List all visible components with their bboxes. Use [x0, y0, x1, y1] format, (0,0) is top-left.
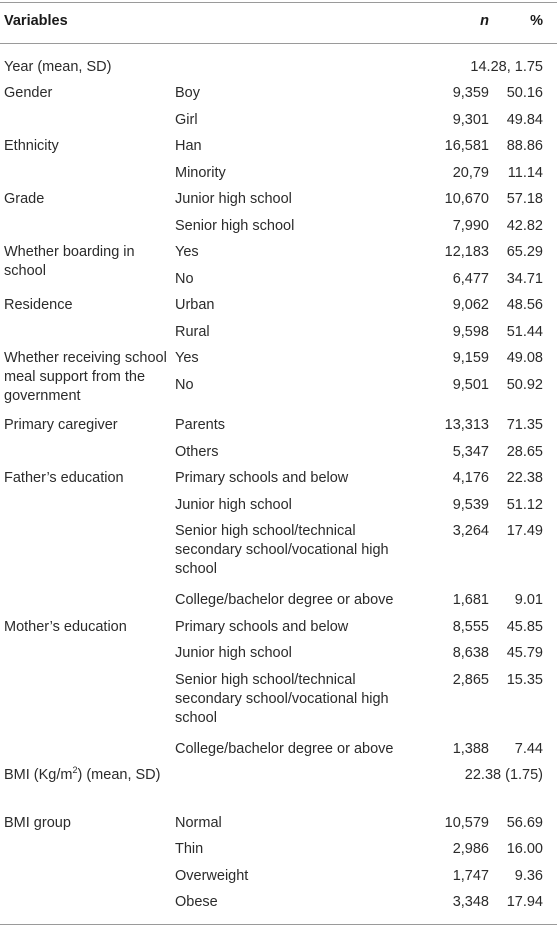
- percent-value: 48.56: [506, 297, 543, 313]
- category-label: No: [175, 377, 194, 393]
- count-value: 8,555: [452, 619, 489, 635]
- category-label: Parents: [175, 417, 225, 433]
- percent-value: 49.84: [506, 112, 543, 128]
- count-value: 8,638: [452, 645, 489, 661]
- count-value: 9,301: [452, 112, 489, 128]
- category-label: Primary schools and below: [175, 470, 349, 486]
- percent-value: 28.65: [506, 444, 543, 460]
- count-value: 2,986: [452, 841, 489, 857]
- percent-value: 9.01: [514, 592, 543, 608]
- category-label: Obese: [175, 894, 218, 910]
- count-value: 9,159: [452, 350, 489, 366]
- count-value: 12,183: [444, 244, 489, 260]
- category-label: Thin: [175, 841, 204, 857]
- category-label: College/bachelor degree or above: [175, 592, 394, 608]
- category-label: Yes: [175, 244, 199, 260]
- header-n: n: [480, 13, 489, 29]
- category-label: Primary schools and below: [175, 619, 349, 635]
- count-value: 1,681: [452, 592, 489, 608]
- percent-value: 50.92: [506, 377, 543, 393]
- category-label: Yes: [175, 350, 199, 366]
- percent-value: 11.14: [507, 165, 543, 181]
- variable-label: Grade: [4, 191, 45, 207]
- percent-value: 56.69: [506, 815, 543, 831]
- category-label: Overweight: [175, 868, 249, 884]
- percent-value: 22.38: [506, 470, 543, 486]
- category-label: Girl: [175, 112, 198, 128]
- category-label: Junior high school: [175, 497, 292, 513]
- count-value: 1,388: [452, 741, 489, 757]
- count-value: 7,990: [452, 218, 489, 234]
- percent-value: 9.36: [514, 868, 543, 884]
- category-label: Others: [175, 444, 219, 460]
- percent-value: 17.94: [506, 894, 543, 910]
- percent-value: 45.85: [506, 619, 543, 635]
- count-value: 9,501: [452, 377, 489, 393]
- variable-label: Primary caregiver: [4, 417, 118, 433]
- category-label: Senior high school: [175, 218, 295, 234]
- percent-value: 49.08: [506, 350, 543, 366]
- category-label: No: [175, 271, 194, 287]
- variable-label: Residence: [4, 297, 73, 313]
- category-label: College/bachelor degree or above: [175, 741, 394, 757]
- variable-label: Ethnicity: [4, 138, 59, 154]
- count-value: 3,348: [452, 894, 489, 910]
- count-value: 2,865: [452, 672, 489, 688]
- category-label: Senior high school/technical secondary school/vocational high school: [175, 672, 389, 726]
- percent-value: 51.44: [506, 324, 543, 340]
- variable-label: Gender: [4, 85, 53, 101]
- count-value: 5,347: [452, 444, 489, 460]
- category-label: Senior high school/technical secondary school/vocational high school: [175, 523, 389, 577]
- category-label: Boy: [175, 85, 200, 101]
- count-value: 3,264: [452, 523, 489, 539]
- percent-value: 65.29: [506, 244, 543, 260]
- count-value: 13,313: [444, 417, 489, 433]
- percent-value: 50.16: [506, 85, 543, 101]
- count-value: 9,359: [452, 85, 489, 101]
- header-variables: Variables: [4, 13, 68, 29]
- count-value: 6,477: [452, 271, 489, 287]
- percent-value: 15.35: [506, 672, 543, 688]
- count-value: 4,176: [452, 470, 489, 486]
- count-value: 10,670: [444, 191, 489, 207]
- count-value: 9,539: [452, 497, 489, 513]
- category-label: Minority: [175, 165, 226, 181]
- count-value: 9,062: [452, 297, 489, 313]
- bottom-rule: [0, 924, 557, 925]
- category-label: Junior high school: [175, 191, 292, 207]
- percent-value: 16.00: [506, 841, 543, 857]
- variable-label: BMI $(Kg/m^2)$ (mean, SD): [4, 765, 161, 783]
- percent-value: 34.71: [506, 271, 543, 287]
- category-label: Rural: [175, 324, 210, 340]
- count-value: 9,598: [452, 324, 489, 340]
- count-value: 20,79: [452, 165, 489, 181]
- category-label: Urban: [175, 297, 215, 313]
- merged-value: 14.28, 1.75: [470, 59, 543, 75]
- variable-label: Whether boarding in school: [4, 244, 135, 279]
- count-value: 16,581: [444, 138, 489, 154]
- percent-value: 42.82: [506, 218, 543, 234]
- top-rule: [0, 2, 557, 3]
- category-label: Normal: [175, 815, 222, 831]
- variable-label: BMI group: [4, 815, 71, 831]
- percent-value: 7.44: [514, 741, 543, 757]
- merged-value: 22.38 (1.75): [464, 767, 543, 783]
- variable-label: Father’s education: [4, 470, 124, 486]
- percent-value: 51.12: [506, 497, 543, 513]
- variable-label: Year (mean, SD): [4, 59, 112, 75]
- header-rule: [0, 43, 557, 44]
- variable-label: Whether receiving school meal support from the government: [4, 350, 167, 404]
- percent-value: 71.35: [506, 417, 543, 433]
- percent-value: 57.18: [506, 191, 543, 207]
- header-percent: %: [530, 13, 543, 29]
- variable-label: Mother’s education: [4, 619, 127, 635]
- category-label: Junior high school: [175, 645, 292, 661]
- category-label: Han: [175, 138, 202, 154]
- count-value: 10,579: [444, 815, 489, 831]
- percent-value: 88.86: [506, 138, 543, 154]
- percent-value: 17.49: [506, 523, 543, 539]
- count-value: 1,747: [452, 868, 489, 884]
- percent-value: 45.79: [506, 645, 543, 661]
